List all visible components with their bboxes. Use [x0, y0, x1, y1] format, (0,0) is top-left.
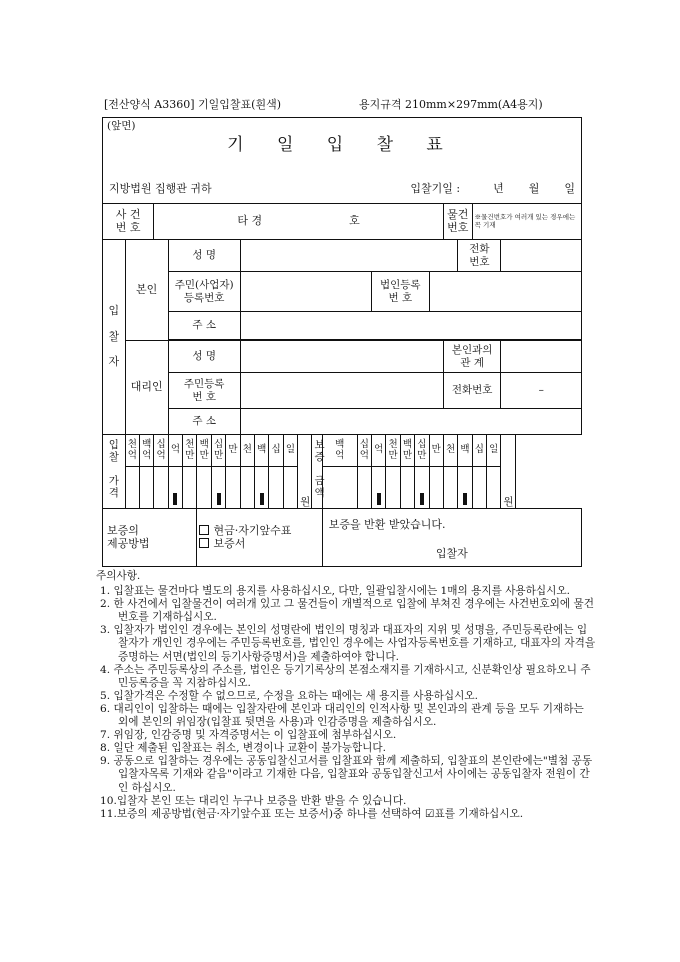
deposit-amount-label-top: 보증 [312, 435, 322, 467]
deposit-digit-cell[interactable] [472, 467, 486, 509]
item-number-note[interactable]: ※물건번호가 여러개 있는 경우에는 꼭 기재 [472, 204, 581, 240]
bid-digit-cell[interactable] [168, 467, 182, 509]
form-title: 기 일 입 찰 표 [227, 135, 457, 156]
deposit-digit-cell[interactable] [458, 467, 472, 509]
bid-digit-header: 천 억 [125, 435, 139, 467]
bid-digit-header: 일 [283, 435, 297, 467]
bid-digit-cell[interactable] [197, 467, 211, 509]
bidder-label: 입 찰 자 [103, 240, 126, 435]
bid-digit-cell[interactable] [154, 467, 168, 509]
agent-phone-label: 전화번호 [443, 373, 501, 409]
deposit-method-label: 보증의 제공방법 [103, 509, 197, 567]
corp-reg-number-label: 법인등록 번 호 [372, 272, 430, 312]
principal-phone-field[interactable] [501, 240, 582, 272]
principal-address-label: 주 소 [168, 312, 240, 340]
note-item: 9. 공동으로 입찰하는 경우에는 공동입찰신고서를 입찰표와 함께 제출하되, 입찰표의 본인란에는"별첨 공동입찰자목록 기재와 같음"이라고 기재한 다음, 입찰표와 공동입찰신고서 사이에는 공동입찰자 전원이 간인 하십시오. [100, 755, 593, 794]
deposit-digit-header: 천 만 [386, 435, 400, 467]
deposit-digit-cell[interactable] [322, 467, 357, 509]
agent-phone-field[interactable]: – [501, 373, 582, 409]
agent-name-label: 성 명 [168, 341, 240, 373]
court-addressee: 지방법원 집행관 귀하 [109, 181, 212, 195]
item-number-label: 물건 번호 [443, 204, 472, 240]
bid-digit-cell[interactable] [211, 467, 225, 509]
separator-mark [420, 493, 424, 505]
separator-mark [260, 493, 264, 505]
bid-digit-cell[interactable] [240, 467, 254, 509]
case-number-field[interactable] [154, 204, 444, 240]
deposit-digit-cell[interactable] [415, 467, 429, 509]
agent-relation-label: 본인과의 관 계 [443, 341, 501, 373]
bid-digit-header: 억 [168, 435, 182, 467]
bid-digit-header: 만 [226, 435, 240, 467]
option-guarantee[interactable] [199, 538, 319, 551]
bid-digit-header: 백 억 [139, 435, 153, 467]
bid-digit-cell[interactable] [226, 467, 240, 509]
bid-price-label-top: 입찰 [103, 435, 126, 467]
deposit-digit-header: 천 [443, 435, 457, 467]
bid-digit-header: 십 만 [211, 435, 225, 467]
bid-won-unit: 원 [298, 467, 312, 509]
bid-date-month[interactable]: 월 [528, 181, 540, 195]
deposit-digit-cell[interactable] [429, 467, 443, 509]
corp-reg-number-field[interactable] [429, 272, 581, 312]
deposit-digit-cell[interactable] [386, 467, 400, 509]
note-item: 11.보증의 제공방법(현금·자기앞수표 또는 보증서)중 하나를 선택하여 ☑표를 기재하십시오. [100, 807, 524, 820]
note-item: 6. 대리인이 입찰하는 때에는 입찰자란에 본인과 대리인의 인적사항 및 본인과의 관계 등을 모두 기재하는 외에 본인의 위임장(입찰표 뒷면을 사용)과 인감증명을 제출하십시오. [100, 702, 584, 729]
deposit-amount-label-bottom: 금액 [312, 467, 322, 509]
bid-date-year[interactable]: 년 [493, 181, 504, 195]
deposit-digit-header: 일 [487, 435, 501, 467]
separator-mark [173, 493, 177, 505]
bid-digit-header: 십 억 [154, 435, 168, 467]
agent-address-field[interactable] [240, 409, 581, 435]
bid-form-table [102, 117, 582, 567]
case-suffix-text: 호 [349, 214, 360, 228]
deposit-digit-cell[interactable] [400, 467, 414, 509]
principal-name-field[interactable] [240, 240, 458, 272]
deposit-digit-cell[interactable] [357, 467, 371, 509]
agent-relation-field[interactable] [501, 341, 582, 373]
separator-mark [217, 493, 221, 505]
deposit-digit-header: 만 [429, 435, 443, 467]
principal-name-label: 성 명 [168, 240, 240, 272]
note-item: 8. 일단 제출된 입찰표는 취소, 변경이나 교환이 불가능합니다. [100, 742, 387, 755]
deposit-digit-header: 십 억 [357, 435, 371, 467]
note-item: 1. 입찰표는 물건마다 별도의 용지를 사용하십시오, 다만, 일괄입찰시에는 1매의 용지를 사용하십시오. [100, 585, 570, 598]
bid-digit-cell[interactable] [139, 467, 153, 509]
paper-spec-label: 용지규격 210mm×297mm(A4용지) [359, 98, 543, 111]
agent-reg-number-label: 주민등록 번 호 [168, 373, 240, 409]
agent-address-label: 주 소 [168, 409, 240, 435]
option-guarantee-label: 보증서 [213, 536, 246, 550]
principal-reg-number-label: 주민(사업자) 등록번호 [168, 272, 240, 312]
checkbox-icon[interactable] [199, 525, 209, 535]
separator-mark [463, 493, 467, 505]
deposit-won-unit: 원 [501, 467, 515, 509]
case-type-text: 타 경 [237, 214, 263, 228]
note-item: 5. 입찰가격은 수정할 수 없으므로, 수정을 요하는 때에는 새 용지를 사용하십시오. [100, 689, 478, 702]
bid-date-label: 입찰기일 : [410, 181, 461, 195]
deposit-returned-text: 보증을 반환 받았습니다. [328, 518, 446, 531]
bid-digit-header: 십 [269, 435, 283, 467]
note-item: 4. 주소는 주민등록상의 주소를, 법인은 등기기록상의 본점소재지를 기재하시고, 신분확인상 필요하오니 주민등록증을 꼭 지참하십시오. [100, 663, 591, 689]
principal-reg-number-field[interactable] [240, 272, 371, 312]
principal-phone-label: 전화 번호 [458, 240, 501, 272]
principal-address-field[interactable] [240, 312, 581, 340]
deposit-digit-header: 백 [458, 435, 472, 467]
deposit-digit-header: 백 만 [400, 435, 414, 467]
form-code-label: [전산양식 A3360] 기일입찰표(흰색) [104, 98, 281, 111]
deposit-digit-cell[interactable] [443, 467, 457, 509]
notes-heading: 주의사항. [96, 570, 141, 582]
bidder-signature[interactable]: 입찰자 [435, 546, 468, 560]
agent-label: 대리인 [125, 341, 168, 435]
deposit-digit-header: 억 [372, 435, 386, 467]
deposit-digit-header: 십 [472, 435, 486, 467]
bid-digit-header: 백 만 [197, 435, 211, 467]
deposit-digit-cell[interactable] [372, 467, 386, 509]
bid-digit-header: 백 [254, 435, 268, 467]
deposit-digit-cell[interactable] [487, 467, 501, 509]
separator-mark [377, 493, 381, 505]
deposit-return-box [322, 509, 581, 567]
deposit-digit-header: 십 만 [415, 435, 429, 467]
note-item: 2. 한 사건에서 입찰물건이 여러개 있고 그 물건들이 개별적으로 입찰에 부쳐진 경우에는 사건번호외에 물건번호를 기재하십시오. [100, 598, 594, 624]
deposit-digit-header: 백 억 [322, 435, 357, 467]
caution-notes [96, 570, 596, 821]
bid-digit-cell[interactable] [183, 467, 197, 509]
note-item: 10.입찰자 본인 또는 대리인 누구나 보증을 반환 받을 수 있습니다. [100, 794, 407, 807]
bid-digit-cell[interactable] [283, 467, 297, 509]
option-cash-label: 현금·자기앞수표 [213, 523, 292, 537]
case-number-label: 사 건 번 호 [103, 204, 154, 240]
bid-digit-cell[interactable] [125, 467, 139, 509]
agent-name-field[interactable] [240, 341, 443, 373]
checkbox-icon[interactable] [199, 538, 209, 548]
bid-date-day[interactable]: 일 [564, 181, 575, 195]
bid-digit-header: 천 만 [183, 435, 197, 467]
deposit-method-options [197, 509, 322, 567]
principal-label: 본인 [125, 240, 168, 341]
bid-price-label-bottom: 가격 [103, 467, 126, 509]
front-side-label: (앞면) [107, 120, 136, 132]
bid-digit-header: 천 [240, 435, 254, 467]
bid-digit-cell[interactable] [254, 467, 268, 509]
note-item: 7. 위임장, 인감증명 및 자격증명서는 이 입찰표에 첨부하십시오. [100, 729, 397, 742]
bid-digit-cell[interactable] [269, 467, 283, 509]
note-item: 3. 입찰자가 법인인 경우에는 본인의 성명란에 법인의 명칭과 대표자의 지위 및 성명을, 주민등록란에는 입찰자가 개인인 경우에는 주민등록번호를, 법인인 경우에는 사업자등록번호를 기재하고, 대표자의 자격을 증명하는 서면(법인의 등기사항증명서)을 제출하여야 합니다. [100, 624, 596, 663]
agent-reg-number-field[interactable] [240, 373, 443, 409]
